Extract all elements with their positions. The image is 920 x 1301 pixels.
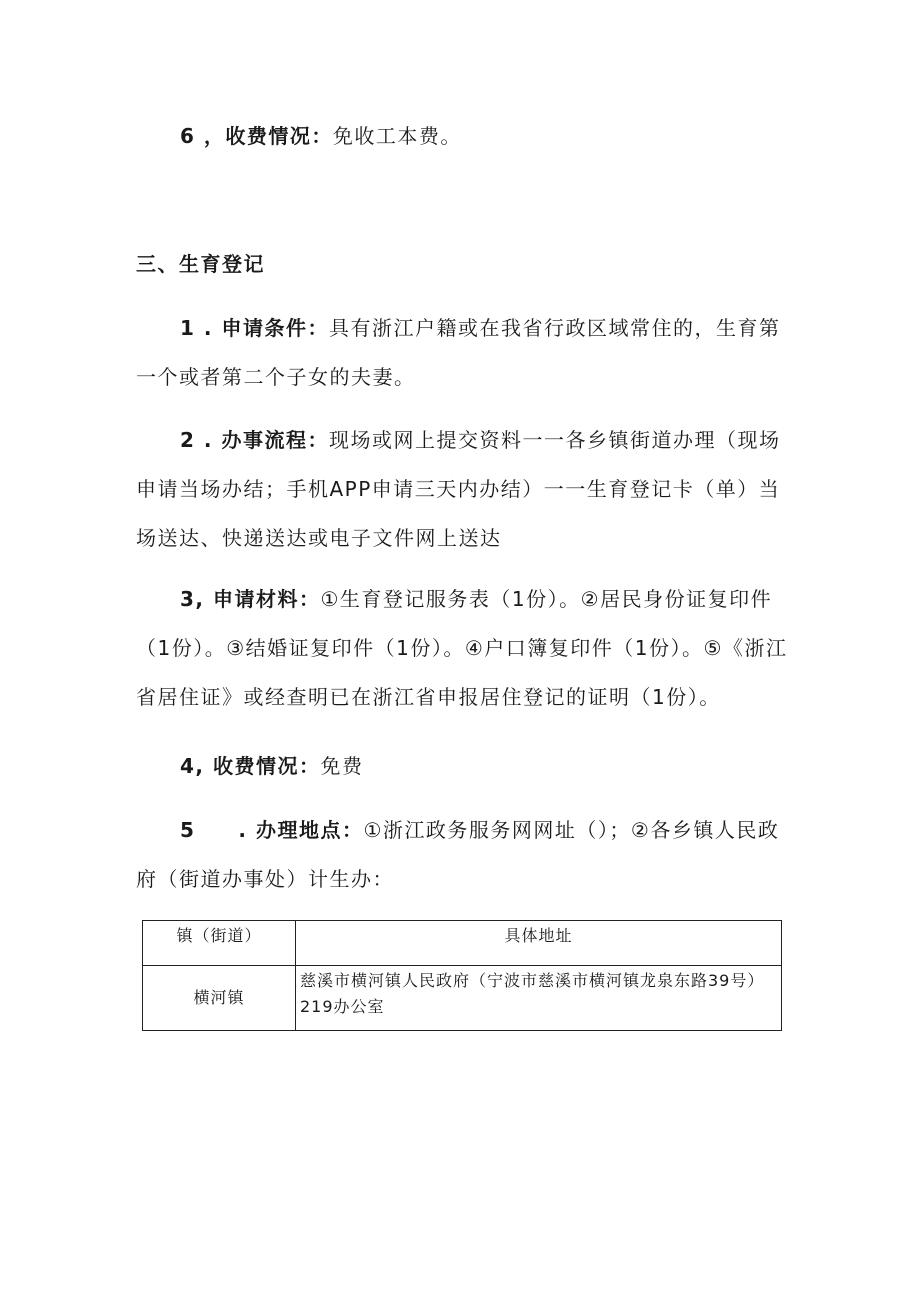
item-label: 1 . 申请条件： [180, 316, 329, 340]
item-label: 3, 申请材料： [180, 587, 321, 611]
cell-town: 横河镇 [143, 966, 296, 1031]
item-label: 2 . 办事流程： [180, 428, 329, 452]
item-text: 具有浙江户籍或在我省行政区域常住的，生育第一个或者第二个子女的夫妻。 [136, 316, 781, 389]
item-label: 6 ，收费情况： [180, 124, 333, 148]
item-text: 现场或网上提交资料一一各乡镇街道办理（现场申请当场办结；手机APP申请三天内办结）一一生育登记卡（单）当场送达、快递送达或电子文件网上送达 [136, 428, 781, 550]
item-label: 5 . 办理地点： [180, 818, 364, 842]
location-item [136, 806, 796, 904]
item-label: 4, 收费情况： [180, 754, 321, 778]
item-text: 免收工本费。 [332, 124, 462, 148]
fee-item-6 [136, 112, 796, 161]
fee-item [136, 742, 796, 791]
table-row [143, 966, 782, 1031]
section-title: 三、生育登记 [136, 252, 265, 276]
address-table [142, 920, 782, 1031]
item-text: ①浙江政务服务网网址（）；②各乡镇人民政府（街道办事处）计生办： [136, 818, 780, 891]
requirement-item [136, 304, 796, 402]
item-text: ①生育登记服务表（1份）。②居民身份证复印件（1份）。③结婚证复印件（1份）。④户口簿复印件（1份）。⑤《浙江省居住证》或经查明已在浙江省申报居住登记的证明（1份）。 [136, 587, 788, 709]
process-item [136, 416, 796, 563]
header-address: 具体地址 [296, 921, 782, 966]
header-town: 镇（街道） [143, 921, 296, 966]
materials-item [136, 575, 796, 722]
cell-address: 慈溪市横河镇人民政府（宁波市慈溪市横河镇龙泉东路39号）219办公室 [296, 966, 782, 1031]
item-text: 免费 [320, 754, 364, 778]
table-header-row [143, 921, 782, 966]
